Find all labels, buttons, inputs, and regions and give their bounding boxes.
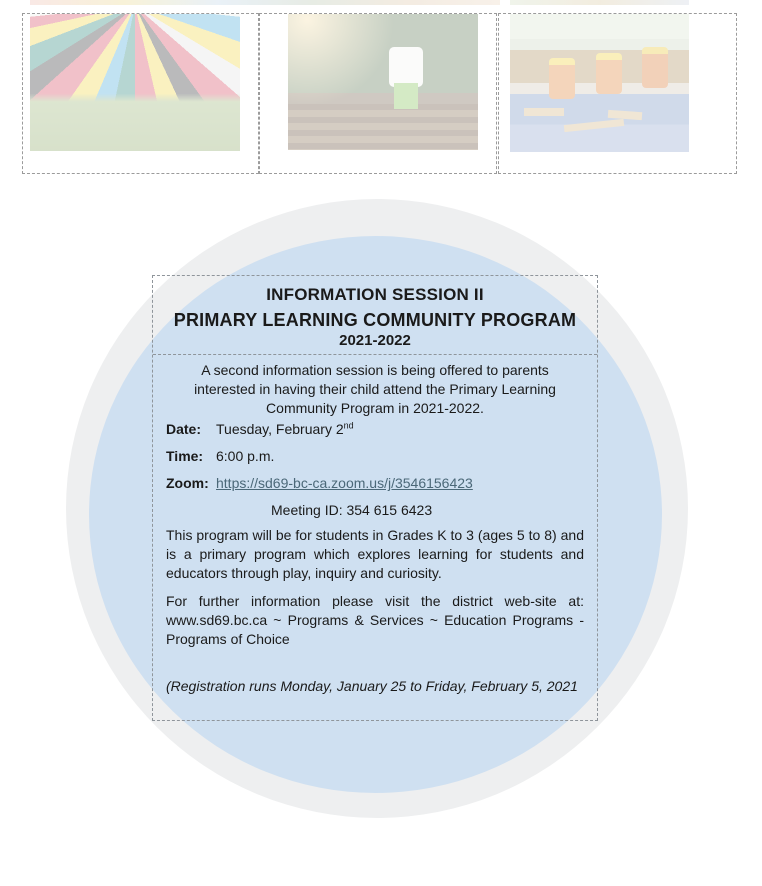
- time-value: 6:00 p.m.: [216, 448, 275, 464]
- meeting-id-row: [271, 501, 584, 520]
- boy-figure: [389, 47, 423, 87]
- top-photo-smudge-right: [510, 0, 689, 5]
- date-row: [166, 420, 584, 439]
- zoom-row: [166, 474, 584, 493]
- classroom-blocks-photo: [510, 14, 689, 152]
- title-program: PRIMARY LEARNING COMMUNITY PROGRAM: [173, 310, 577, 330]
- registration-note: (Registration runs Monday, January 25 to Friday, February 5, 2021: [166, 678, 578, 694]
- child-figure: [596, 53, 622, 94]
- forest-photo: [288, 14, 478, 150]
- program-paragraph: This program will be for students in Grades K to 3 (ages 5 to 8) and is a primary program which explores learning for students and educators through play, inquiry and curiosity.: [166, 527, 584, 581]
- top-photo-smudge-left: [30, 0, 500, 5]
- wood-block-graphic: [524, 108, 564, 116]
- child-figure: [549, 58, 575, 99]
- flyer-text-box: [152, 275, 598, 721]
- date-label: Date:: [166, 421, 202, 437]
- flyer-body: [153, 361, 597, 696]
- info-paragraph: For further information please visit the district web-site at: www.sd69.bc.ca ~ Programs & Services ~ Education Programs - Programs of Choice: [166, 593, 584, 647]
- wood-block-graphic: [608, 109, 642, 119]
- child-figure: [642, 47, 668, 88]
- date-text: Tuesday, February 2: [216, 421, 344, 437]
- flyer-title-block: [153, 276, 597, 355]
- time-label: Time:: [166, 448, 204, 464]
- time-row: [166, 447, 584, 466]
- meeting-id: Meeting ID: 354 615 6423: [271, 502, 433, 518]
- session-details: [166, 420, 584, 520]
- intro-paragraph: A second information session is being offered to parents interested in having their child attend the Primary Learning Community Program in 2021-2022.: [194, 362, 556, 416]
- date-ordinal: nd: [343, 420, 354, 431]
- title-session: INFORMATION SESSION II: [266, 285, 484, 304]
- zoom-meeting-link[interactable]: https://sd69-bc-ca.zoom.us/j/3546156423: [216, 475, 473, 491]
- parachute-photo: [30, 14, 240, 151]
- date-value: [216, 420, 354, 439]
- logs-graphic: [288, 104, 478, 150]
- title-years: 2021-2022: [339, 332, 411, 349]
- wood-block-graphic: [563, 119, 623, 132]
- boy-shorts-graphic: [394, 83, 418, 109]
- zoom-label: Zoom:: [166, 475, 209, 491]
